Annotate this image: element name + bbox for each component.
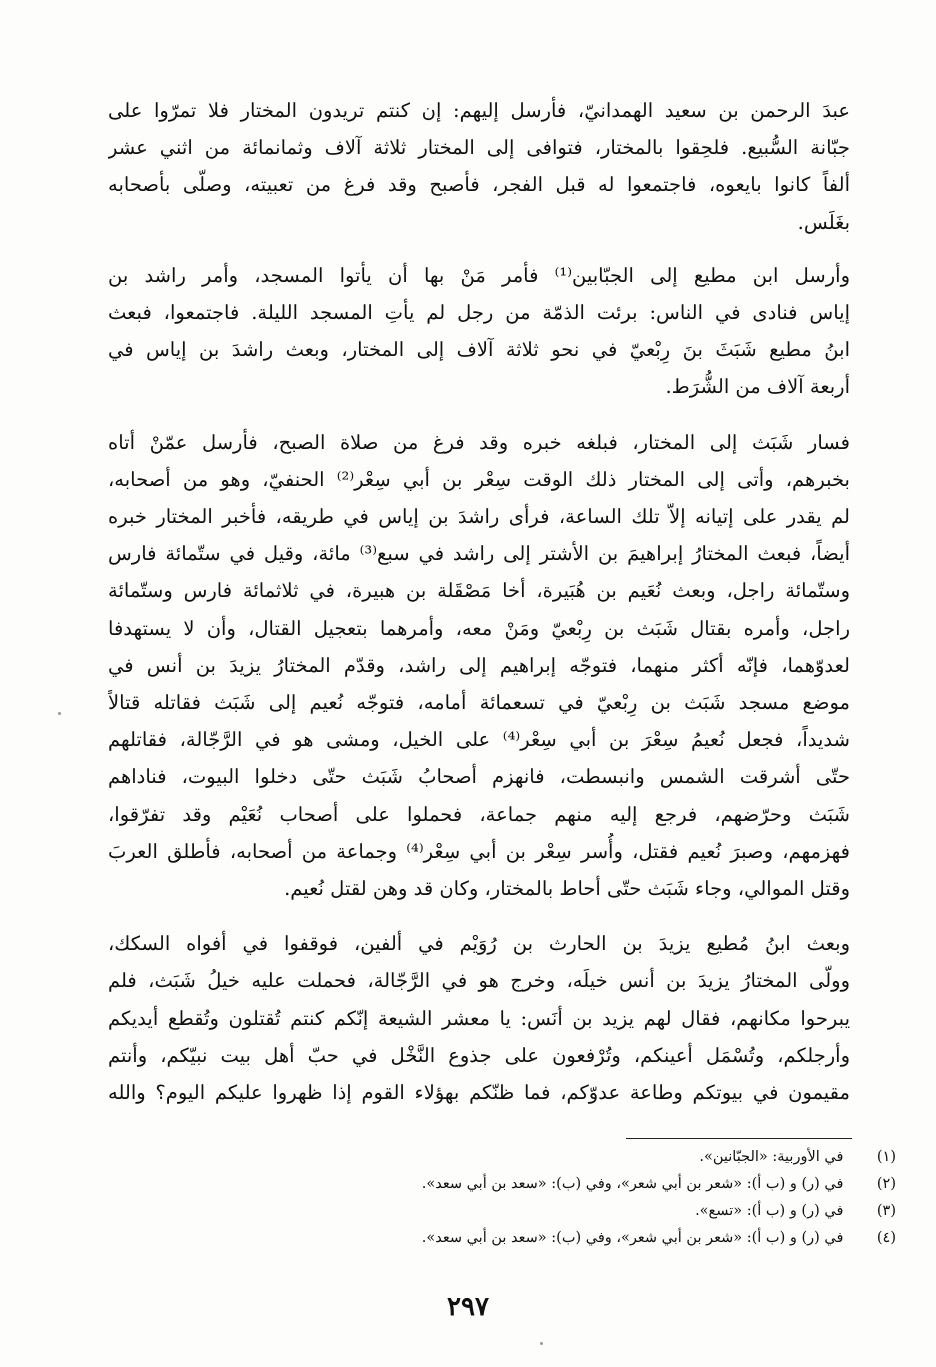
main-text [108, 92, 850, 1129]
page-number: ٢٩٧ [447, 1292, 489, 1322]
footnote-number: (٣) [876, 1203, 896, 1219]
text-line: يبرحوا مكانهم، فقال لهم يزيد بن أنَس: يا معشر الشيعة إنّكم كنتم تُقتلون وتُقطع أيديكم [108, 1006, 850, 1030]
text-line: وأرسل ابن مطيع إلى الجبّابين⁽¹⁾ فأمر مَنْ بها أن يأتوا المسجد، وأمر راشد بن [108, 263, 850, 287]
footnote-number: (١) [876, 1149, 896, 1165]
footnote-text: في الأوربية: «الجبّانين». [699, 1149, 844, 1165]
text-line: شديداً، فجعل نُعيمُ سِعْرَ بن أبي سِعْر⁽⁴⁾ على الخيل، ومشى هو في الرَّجّالة، فقاتلهم [108, 728, 850, 752]
footnote-separator [626, 1138, 852, 1139]
text-line: موضع مسجد شَبَث بن رِبْعيّ في تسعمائة أمامه، فتوجّه نُعيم إلى شَبَث فقاتله قتالاً [108, 691, 850, 715]
paragraph [108, 257, 850, 406]
footnote [300, 1225, 896, 1252]
footnote-text: في (ر) و (ب أ): «شعر بن أبي شعر»، وفي (ب): «سعد بن أبي سعد». [421, 1230, 844, 1246]
text-line: وأرجلكم، وتُسْمَل أعينكم، وتُرْفعون على جذوع النَّخْل في حبّ أهل بيت نبيّكم، وأنتم [108, 1043, 850, 1067]
text-line: فهزمهم، وصبرَ نُعيم فقتل، وأُسر سِعْر بن أبي سِعْر⁽⁴⁾ وجماعة من أصحابه، فأطلق العربَ [108, 839, 850, 863]
text-line: شَبَث وحرّضهم، فرجع إليه منهم جماعة، فحملوا على أصحاب نُعَيْم وقد تفرّقوا، [108, 802, 850, 826]
paragraph [108, 925, 850, 1111]
footnote-text: في (ر) و (ب أ): «شعر بن أبي شعر»، وفي (ب): «سعد بن أبي سعد». [421, 1176, 844, 1192]
text-line: لعدوّهما، فإنّه أكثر منهما، فتوجّه إبراهيم إلى راشد، وقدّم المختارُ يزيدَ بن أنس في [108, 653, 850, 677]
text-line: بخبرهم، وأتى إلى المختار ذلك الوقت سِعْر بن أبي سِعْر⁽²⁾ الحنفيّ، وهو من أصحابه، [108, 467, 850, 491]
text-line: لم يقدر على إتيانه إلاّ تلك الساعة، فرأى راشدَ بن إياس في طريقه، فأخبر المختار خبره [108, 505, 850, 529]
text-line: أيضاً، فبعث المختارُ إبراهيمَ بن الأشتر إلى راشد في سبع⁽³⁾ مائة، وقيل في ستّمائة فارس [108, 542, 850, 566]
text-line: أربعة آلاف من الشُّرَط. [665, 375, 850, 399]
paragraph [108, 424, 850, 908]
text-line: حتّى أشرقت الشمس وانبسطت، فانهزم أصحابُ شَبَث حتّى دخلوا البيوت، فناداهم [108, 765, 850, 789]
text-line: فسار شَبَث إلى المختار، فبلغه خبره وقد فرغ من صلاة الصبح، فأرسل عمّنْ أتاه [108, 430, 850, 454]
text-line: ألفاً كانوا بايعوه، فاجتمعوا له قبل الفجر، فأصبح وقد فرغ من تعبيته، وصلّى بأصحابه [108, 173, 850, 197]
text-line: جبّانة السُّبيع. فلحِقوا بالمختار، فتوافى إلى المختار ثلاثة آلاف وثمانمائة من اثني عشر [108, 136, 850, 160]
footnotes [300, 1144, 896, 1252]
text-line: وستّمائة راجل، وبعث نُعَيم بن هُبَيرة، أخا مَصْقَلة بن هبيرة، في ثلاثمائة فارس وستّمائة [108, 579, 850, 603]
footnote-number: (٤) [876, 1230, 896, 1246]
footnote [300, 1198, 896, 1225]
text-line: مقيمون في بيوتكم وطاعة عدوّكم، فما ظنّكم بهؤلاء القوم إذا ظهروا عليكم اليوم؟ والله [108, 1081, 850, 1105]
footnote-number: (٢) [876, 1176, 896, 1192]
text-line: راجل، وأمره بقتال شَبَث بن رِبْعيّ ومَنْ معه، وأمرهما بتعجيل القتال، وأن لا يستهدفا [108, 616, 850, 640]
text-line: وبعث ابنُ مُطيع يزيدَ بن الحارث بن رُوَيْم في ألفين، فوقفوا في أفواه السكك، [108, 932, 850, 956]
text-line: إياس فنادى في الناس: برئت الذمّة من رجل لم يأتِ المسجد الليلة. فاجتمعوا، فبعث [108, 301, 850, 325]
text-line: بغَلَس. [797, 210, 850, 234]
scan-speck [540, 1342, 543, 1345]
footnote-text: في (ر) و (ب أ): «تسع». [695, 1203, 844, 1219]
text-line: ابنُ مطيع شَبَثَ بنَ رِبْعيّ في نحو ثلاثة آلاف إلى المختار، وبعث راشدَ بن إياس في [108, 338, 850, 362]
scan-speck [58, 712, 61, 715]
footnote [300, 1144, 896, 1171]
text-line: وولّى المختارُ يزيدَ بن أنس خيلَه، وخرج هو في الرَّجّالة، فحملت عليه خيلُ شَبَث، فلم [108, 969, 850, 993]
footnote [300, 1171, 896, 1198]
paragraph [108, 92, 850, 241]
text-line: عبدَ الرحمن بن سعيد الهمدانيّ، فأرسل إليهم: إن كنتم تريدون المختار فلا تمرّوا على [108, 99, 850, 122]
text-line: وقتل الموالي، وجاء شَبَث حتّى أحاط بالمختار، وكان قد وهن لقتل نُعيم. [284, 877, 850, 901]
